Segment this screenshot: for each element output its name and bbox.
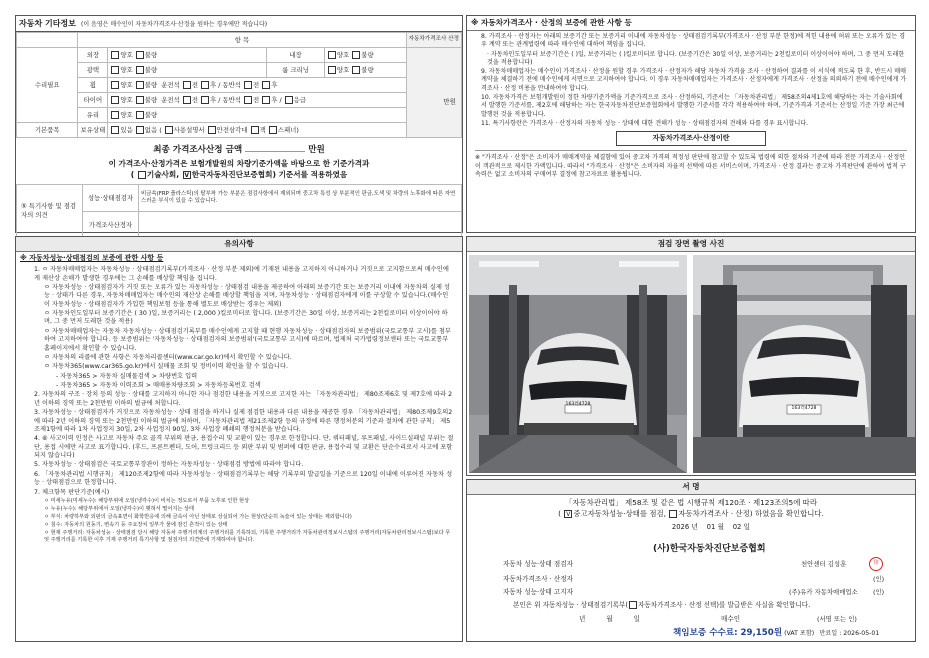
checkbox-wheel-driver-front[interactable] bbox=[183, 81, 191, 89]
none-label: 없음 bbox=[144, 125, 158, 134]
appraisal-guarantee-title: ※ 자동차가격조사 · 산정의 보증에 관한 사항 등 bbox=[467, 16, 915, 31]
row-label-interior: 내장 bbox=[267, 48, 325, 63]
checkbox-tire-good[interactable] bbox=[111, 96, 119, 104]
checkbox-tire-passenger-rear[interactable] bbox=[262, 96, 270, 104]
checkbox-room-bad[interactable] bbox=[352, 66, 360, 74]
good-label: 양호 bbox=[120, 95, 133, 104]
special-notes-table bbox=[16, 184, 462, 238]
buyer-sign-label: (서명 또는 인) bbox=[817, 615, 857, 623]
sign-year: 2026 bbox=[671, 522, 690, 531]
sign-year-unit: 년 bbox=[691, 522, 698, 531]
fee-vat: (VAT 포함) bbox=[784, 630, 815, 637]
engineers-society-label: 기술사회, bbox=[146, 170, 180, 180]
checkbox-kaida[interactable]: V bbox=[184, 172, 190, 180]
check-line: ( V 중고자동차성능·상태를 점검, 자동차가격조사 · 산정) 하였음을 확인합니다. bbox=[558, 508, 824, 518]
inspection-photos-box bbox=[466, 236, 916, 476]
checkbox-price-appraisal[interactable] bbox=[669, 510, 677, 518]
jack-label: 잭 bbox=[259, 125, 266, 134]
checkbox-wheel-good[interactable] bbox=[111, 81, 119, 89]
note-item: 4. ⑥ 사고이력 인정은 사고로 자동차 주요 골격 부위의 판금, 용접수리 및 교환이 있는 경우로 한정합니다. 단, 쿼터패널, 루프패널, 사이드실패널 부위는 절단, 용접 시에만 사고로 표기합니다. (후드, 프론트펜더, 도어, 트렁크리드 등 외판 부위 및 범퍼에 대한 판금, 용접수리 및 교환은 단순수리로서 사고에 포함되지 않습니다) bbox=[34, 435, 454, 460]
checkbox-glass-good[interactable] bbox=[111, 111, 119, 119]
sign-month-unit: 월 bbox=[717, 522, 725, 531]
bad-label: 불량 bbox=[361, 50, 374, 59]
fee-label: 책임보증 수수료: 29,150원 bbox=[673, 628, 782, 638]
checkbox-spanner[interactable] bbox=[269, 126, 277, 134]
guarantee-item: 8. 가격조사 · 산정자는 아래의 보증기간 또는 보증거리 이내에 자동차성능 · 상태점검기록부(가격조사 · 산정 부분 한정)에 적힌 내용에 허위 또는 오류가 있는 경우 계약 또는 관계법령에 따라 매수인에 대하여 책임을 집니다. bbox=[481, 33, 905, 49]
final-price-input[interactable] bbox=[245, 142, 305, 152]
rear-label: 후 bbox=[210, 80, 217, 89]
car-front-photo-image bbox=[469, 255, 687, 473]
good-label: 양호 bbox=[120, 65, 133, 74]
note-item: ㅇ 자동차성능 · 상태점검자가 거짓 또는 오류가 있는 자동차성능 · 상태점검 내용을 제공하여 아래의 보증기간 또는 보증거리 이내에 자동차의 실제 성능 · 상태가 다른 경우, 자동차매매업자는 매수인의 재산상 손해를 배상할 책임을 지며, 자동차성능 · 상태점검자에게 이를 구상할 수 있습니다.(매수인이 자동차성능 · 상태점검자가 가입한 책임보험 등을 통해 별도로 배상받는 경우는 제외) bbox=[44, 283, 450, 308]
row-label-tire: 타이어 bbox=[78, 93, 108, 108]
signature-title: 서 명 bbox=[467, 480, 915, 495]
plate-number-front: 163러4728 bbox=[565, 402, 591, 407]
notes-list bbox=[16, 265, 462, 544]
triangle-label: 안전삼각대 bbox=[216, 125, 248, 134]
notes-title: 유의사항 bbox=[16, 237, 462, 252]
checkbox-tire-driver-front[interactable] bbox=[183, 96, 191, 104]
note-item: ㅇ 미세누유(미세누수): 해당부위에 오일(냉각수)이 비치는 정도로서 부품 노후로 인한 현상 bbox=[44, 497, 250, 504]
good-label: 양호 bbox=[120, 50, 133, 59]
checkbox-engineers-society[interactable] bbox=[138, 171, 146, 179]
front-label: 전 bbox=[253, 95, 260, 104]
guarantee-item: 10. 자동차가격은 보험개발원이 정한 차량기준가액을 기준가격으로 조사 · 산정하되, 기준서는 「자동차관리법」 제58조의4제1호에 해당하는 자는 기술사회에서 발행한 기준서를, 제2호에 해당하는 자는 한국자동차진단보증협회에서 발행한 기준서를 각각 적용하여야 하며, 기준가격과 기준서는 산정일 기준 가장 최근에 발행된 것을 적용합니다. bbox=[481, 93, 905, 118]
appraiser-seal: (인) bbox=[873, 575, 885, 583]
checkbox-interior-bad[interactable] bbox=[352, 51, 360, 59]
row-label-wheel: 휠 bbox=[78, 78, 108, 93]
table-header-item: 항 목 bbox=[78, 33, 406, 48]
inspector-row-label: 자동차 성능·상태 점검자 bbox=[503, 560, 573, 568]
price-basis-choice: ( 기술사회, V 한국자동차진단보증협회) 기준서를 적용하였음 bbox=[130, 170, 348, 180]
table-header-price: 자동차가격조사 산정 bbox=[406, 33, 461, 48]
what-is-appraisal-title: 자동차가격조사·산정이란 bbox=[616, 131, 766, 146]
note-item: - 자동차365 > 자동차 실매물검색 > 차량번호 입력 bbox=[56, 372, 198, 380]
good-label: 양호 bbox=[336, 65, 350, 74]
kaida-label: 한국자동차진단보증협회) bbox=[191, 170, 276, 180]
performance-check-label: 중고자동차성능·상태를 점검, bbox=[573, 508, 667, 518]
guarantee-item: 11. 특기사항란은 가격조사 · 산정자의 자동차 성능 · 상태에 대한 견해가 성능 · 상태점검자의 견해와 다를 경우 표시합니다. bbox=[481, 119, 809, 127]
bad-label: 불량 bbox=[144, 95, 158, 104]
receipt-line bbox=[513, 601, 810, 610]
manwon-label: 만원 bbox=[443, 98, 456, 106]
note-item: 1. ㅇ 자동차매매업자는 자동차성능 · 상태점검기록부(가격조사 · 산정 부분 제외)에 기재된 내용을 고지하지 아니하거나 거짓으로 고지함으로써 매수인에게 재산상 손해가 발생한 경우에는 그 손해를 배상할 책임을 집니다. bbox=[34, 266, 449, 282]
note-item: - 자동차365 > 자동차 이력조회 > 매매용차량조회 > 자동차등록번호 검색 bbox=[56, 382, 261, 390]
passenger-seat-label: 동반석 bbox=[222, 80, 241, 89]
inspection-photo-front bbox=[469, 255, 687, 473]
holding-status-label: 보유상태 bbox=[78, 123, 108, 138]
sign-day: 02 bbox=[732, 522, 742, 531]
have-label: 있음 bbox=[120, 125, 133, 134]
checkbox-wheel-passenger-rear[interactable] bbox=[262, 81, 270, 89]
rear-label: 후 bbox=[210, 95, 217, 104]
row-label-glass: 유리 bbox=[78, 108, 108, 123]
row-label-exterior: 외장 bbox=[78, 48, 108, 63]
fee-expiry: 만료일 : 2026-05-01 bbox=[819, 630, 880, 637]
note-item: ㅇ 누유(누수): 해당부위에서 오일(냉각수)이 맺혀서 떨어지는 상태 bbox=[44, 505, 195, 512]
front-label: 전 bbox=[191, 80, 198, 89]
guarantee-item: · 자동차인도일부터 보증기간은 ( )일, 보증거리는 ( )킬로미터로 합니다. (보증기간은 30일 이상, 보증거리는 2천킬로미터 이상이어야 하며, 그 중 먼저 도래한 것을 적용합니다) bbox=[487, 50, 905, 66]
checkbox-tire-driver-rear[interactable] bbox=[201, 96, 209, 104]
checkbox-gloss-bad[interactable] bbox=[136, 66, 144, 74]
notifier-name: (주)유카 자동차매매업소 bbox=[789, 588, 858, 596]
rear-label: 후 bbox=[271, 95, 278, 104]
standard-applied-label: 기준서를 적용하였음 bbox=[278, 170, 348, 180]
note-item: ㅇ 자동차매매업자는 자동차 자동차성능 · 상태점검기록부를 매수인에게 고지할 때 현행 자동차성능 · 상태점검자의 보증범위(국토교통부 고시)를 첨부하여 고지하여야 합니다. 등 보증범위는 '자동차성능 · 상태점검자의 보증범위'(국토교통부 고시)에 따르며, 법제처 국가법령정보센터 또는 국토교통부 홈페이지에서 확인할 수 있습니다. bbox=[44, 327, 451, 352]
rear-label: 후 bbox=[271, 80, 278, 89]
checkbox-none[interactable] bbox=[136, 126, 144, 134]
price-appraisal-label: 자동차가격조사 · 산정) 하였음을 확인합니다. bbox=[678, 508, 824, 518]
other-info-title: 자동차 기타정보 bbox=[19, 19, 76, 28]
what-is-appraisal-text: ※ "가격조사 · 산정"은 소비자가 매매계약을 체결함에 있어 중고차 가격의 적정성 판단에 참고할 수 있도록 법령에 의한 절차와 기준에 따라 전문 가격조사 · 산정인이 객관적으로 제시한 가액입니다. 따라서 "가격조사 · 산정"은 소비자의 자율적 선택에 따른 서비스이며, 가격조사 · 산정 결과는 중고차 가격판단에 관하여 법적 구속력은 없고 소비자의 구매여부 결정에 참고자료로 활용됩니다. bbox=[475, 150, 907, 179]
signature-box bbox=[466, 479, 916, 642]
note-item: 5. 자동차성능 · 상태점검은 국토교통부장관이 정하는 자동차성능 · 상태점검 방법에 따라야 합니다. bbox=[34, 461, 304, 469]
checkbox-manual[interactable] bbox=[165, 126, 173, 134]
receipt-line-b: 자동차가격조사 · 산정 선택)를 발급받은 사실을 확인합니다. bbox=[637, 601, 811, 609]
appraisal-guarantee-box bbox=[466, 15, 916, 233]
final-price-label: 최종 가격조사산정 금액 bbox=[153, 145, 243, 155]
inspection-photo-rear bbox=[693, 255, 915, 473]
final-price-unit: 만원 bbox=[308, 145, 325, 155]
receipt-line-a: 본인은 위 자동차성능 · 상태점검기록부( bbox=[513, 601, 628, 609]
note-item: ㅇ 현재 주행거리: 자동차성능 · 상태점검 당시 해당 자동차 주행거리계의 주행거리를 기록하되, 기록한 주행거리가 자동차관리정보시스템의 주행거리(자동차관리정보시스템)보다 무엇 주행거리를 기록한 이후 기재 주행거리 특기사항 및 점검자의 의견란에 기재하여야 합니다. bbox=[44, 529, 451, 543]
final-price-row bbox=[16, 142, 462, 156]
note-item: ㅇ 자동차의 리콜에 관한 사항은 자동차리콜센터(www.car.go.kr)에서 확인할 수 있습니다. bbox=[44, 353, 292, 361]
checkbox-glass-bad[interactable] bbox=[136, 111, 144, 119]
note-item: 3. 자동차성능 · 상태점검자가 거짓으로 자동차성능 · 상태 점검을 하거나 실제 점검한 내용과 다른 내용을 제공한 경우 「자동차관리법」 제80조제9호의2에 따라 2년 이하의 징역 또는 2천만원 이하의 벌금에 처하며, 「자동차관리법 제21조제2항 등의 규정에 따른 행정처분의 기준과 절차에 관한 규칙」 제5조제1항에 따라 1차 사업정지 30일, 2차 사업정지 90일, 3차 사업장 폐쇄의 행정처분을 받습니다. bbox=[34, 409, 453, 433]
checkbox-tire-passenger-front[interactable] bbox=[244, 96, 252, 104]
appraisal-guarantee-items bbox=[467, 31, 915, 128]
emergency-label: 응급 bbox=[293, 95, 307, 104]
front-label: 전 bbox=[191, 95, 198, 104]
checkbox-receipt-appraisal[interactable] bbox=[629, 601, 637, 609]
bad-label: 불량 bbox=[144, 80, 158, 89]
appraiser-opinion-text[interactable] bbox=[139, 212, 462, 238]
checkbox-wheel-driver-rear[interactable] bbox=[201, 81, 209, 89]
basic-items-label: 기본품목 bbox=[17, 123, 78, 138]
note-item: ㅇ 부식: 차량하부와 외판의 금속표면이 화학반응에 의해 금속이 아닌 상태로 상실되어 가는 현상(단순히 녹슬어 있는 상태는 제외합니다) bbox=[44, 513, 352, 520]
note-item: ㅇ 침수: 자동차의 원동기, 변속기 등 주요장치 일부가 물에 잠긴 흔적이 있는 상태 bbox=[44, 521, 228, 528]
good-label: 양호 bbox=[336, 50, 350, 59]
row-label-room-cleaning: 룸 크리닝 bbox=[267, 63, 325, 78]
receipt-date-blank: 년 월 일 bbox=[579, 615, 641, 623]
checkbox-tire-emergency[interactable] bbox=[285, 96, 293, 104]
good-label: 양호 bbox=[120, 110, 133, 119]
bad-label: 불량 bbox=[144, 110, 158, 119]
checkbox-exterior-good[interactable] bbox=[111, 51, 119, 59]
notes-box bbox=[15, 236, 463, 642]
good-label: 양호 bbox=[120, 80, 133, 89]
driver-seat-label: 운전석 bbox=[161, 80, 180, 89]
checkbox-tire-bad[interactable] bbox=[136, 96, 144, 104]
bad-label: 불량 bbox=[144, 65, 158, 74]
front-label: 전 bbox=[253, 80, 260, 89]
checkbox-interior-good[interactable] bbox=[328, 51, 336, 59]
vehicle-other-info-box bbox=[15, 15, 463, 233]
inspector-name: 천안센터 김성훈 bbox=[801, 560, 847, 568]
note-item: ㅇ 자동차인도일부터 보증기간은 ( 30 )일, 보증거리는 ( 2,000 )킬로미터로 합니다. (보증기간은 30일 이상, 보증거리는 2천킬로미터 이상이어야 하며, 그 중 먼저 도래한 것을 적용) bbox=[44, 310, 448, 326]
spanner-label: 스패너 bbox=[277, 125, 297, 134]
checkbox-triangle[interactable] bbox=[208, 126, 216, 134]
manual-label: 사용설명서 bbox=[173, 125, 205, 134]
checkbox-exterior-bad[interactable] bbox=[136, 51, 144, 59]
law-line: 「자동차관리법」 제58조 및 같은 법 시행규칙 제120조 · 제123조의5에 따라 bbox=[565, 498, 817, 507]
inspector-opinion-text: 비금속(FRP 플라스틱)의 탈부착 가능 부분은 점검사항에서 제외되며 중고차 특성 상 부분적인 판금,도색 및 차량의 노후화에 따른 자연스러운 부식이 있을 수 있습니다. bbox=[139, 185, 462, 212]
appraiser-row-label: 자동차가격조사 · 산정자 bbox=[503, 575, 573, 583]
driver-seat-label: 운전석 bbox=[161, 95, 180, 104]
signature-date bbox=[467, 523, 915, 532]
car-rear-photo-image bbox=[693, 255, 915, 473]
notes-subtitle: ※ 자동차성능·상태점검의 보증에 관한 사항 등 bbox=[20, 254, 164, 262]
guarantee-item: 9. 자동차매매업자는 매수인이 가격조사 · 산정을 원할 경우 가격조사 · 산정자가 해당 자동차 가격을 조사 · 산정하여 결과를 이 서식에 적도록 한 후, 반드시 매매계약을 체결하기 전에 매수인에게 서면으로 고지하여야 합니다. 이 경우 자동차매매업자는 가격조사 · 산정자에게 가격조사 · 산정을 의뢰하기 전에 매수인에게 가격조사 · 산정 비용을 안내하여야 합니다. bbox=[481, 68, 907, 92]
checkbox-wheel-bad[interactable] bbox=[136, 81, 144, 89]
checkbox-performance-check[interactable]: V bbox=[566, 510, 571, 518]
notifier-row-label: 자동차 성능·상태 고지자 bbox=[503, 588, 573, 596]
repair-needed-label: 수리필요 bbox=[17, 48, 78, 123]
checkbox-gloss-good[interactable] bbox=[111, 66, 119, 74]
association-name: (사)한국자동차진단보증협회 bbox=[653, 544, 766, 554]
plate-number-rear: 163러4728 bbox=[791, 406, 817, 411]
checkbox-wheel-passenger-front[interactable] bbox=[244, 81, 252, 89]
note-item: ㅇ 자동차365(www.car365.go.kr)에서 실매물 조회 및 정비이력 확인을 할 수 있습니다. bbox=[44, 363, 288, 371]
inspector-seal-stamp: 印 bbox=[869, 557, 883, 571]
price-basis-line: 이 가격조사·산정가격은 보험개발원의 차량기준가액을 바탕으로 한 기준가격과 bbox=[108, 159, 370, 169]
special-notes-label: 특기사항 및 점검자의 의견 bbox=[21, 202, 77, 220]
buyer-label: 매수인 bbox=[721, 615, 741, 623]
checkbox-room-good[interactable] bbox=[328, 66, 336, 74]
sign-day-unit: 일 bbox=[743, 522, 751, 531]
checkbox-jack[interactable] bbox=[251, 126, 259, 134]
checkbox-have[interactable] bbox=[111, 126, 119, 134]
note-item: 6. 「자동차관리법 시행규칙」 제120조제2항에 따라 자동차성능 · 상태점검기록부는 해당 기록부의 발급일을 기준으로 120일 이내에 이루어진 자동차 성능 · 상태점검으로 한정합니다. bbox=[34, 470, 453, 487]
fee-row bbox=[673, 628, 879, 639]
row-label-gloss: 광택 bbox=[78, 63, 108, 78]
appraiser-opinion-label: 가격조사산정자 bbox=[83, 212, 139, 238]
bad-label: 불량 bbox=[361, 65, 374, 74]
inspector-opinion-label: 성능·상태점검자 bbox=[83, 185, 139, 212]
note-item: 7. 체크항목 판단기준(예시) bbox=[34, 488, 110, 496]
sign-month: 01 bbox=[706, 522, 716, 531]
special-notes-num: ⑤ bbox=[21, 202, 27, 211]
passenger-seat-label: 동반석 bbox=[222, 95, 241, 104]
other-info-note: (이 음영은 매수인이 자동차가격조사·산정을 원하는 경우에만 적습니다) bbox=[81, 21, 268, 28]
bad-label: 불량 bbox=[144, 50, 158, 59]
notifier-seal: (인) bbox=[873, 588, 885, 596]
note-item: 2. 자동차의 구조 · 장치 등의 성능 · 상태를 고지하지 아니한 자나 점검한 내용을 거짓으로 고지한 자는 「자동차관리법」 제80조제6호 및 제7호에 따라 2년 이하의 징역 또는 2천만원 이하의 벌금에 처합니다. bbox=[34, 391, 453, 407]
photos-title: 점검 장면 촬영 사진 bbox=[467, 237, 915, 252]
other-info-title-bar bbox=[16, 16, 462, 32]
repair-table: 항 목 자동차가격조사 산정 수리필요 외장 양호 불량 내장 양호 불량 광택 양호 불량 룸 크리닝 양호 불량 휠 양호 불량 운전석 전 후 / 동반석 전 후 타이어 양호 불량 운전석 전 후 / 동반석 전 후 / 응급 유리 양호 불량 기본품목 보유상태 있음 없음 ( 사용설명서 안전삼각대 잭 스패너) bbox=[16, 32, 462, 138]
